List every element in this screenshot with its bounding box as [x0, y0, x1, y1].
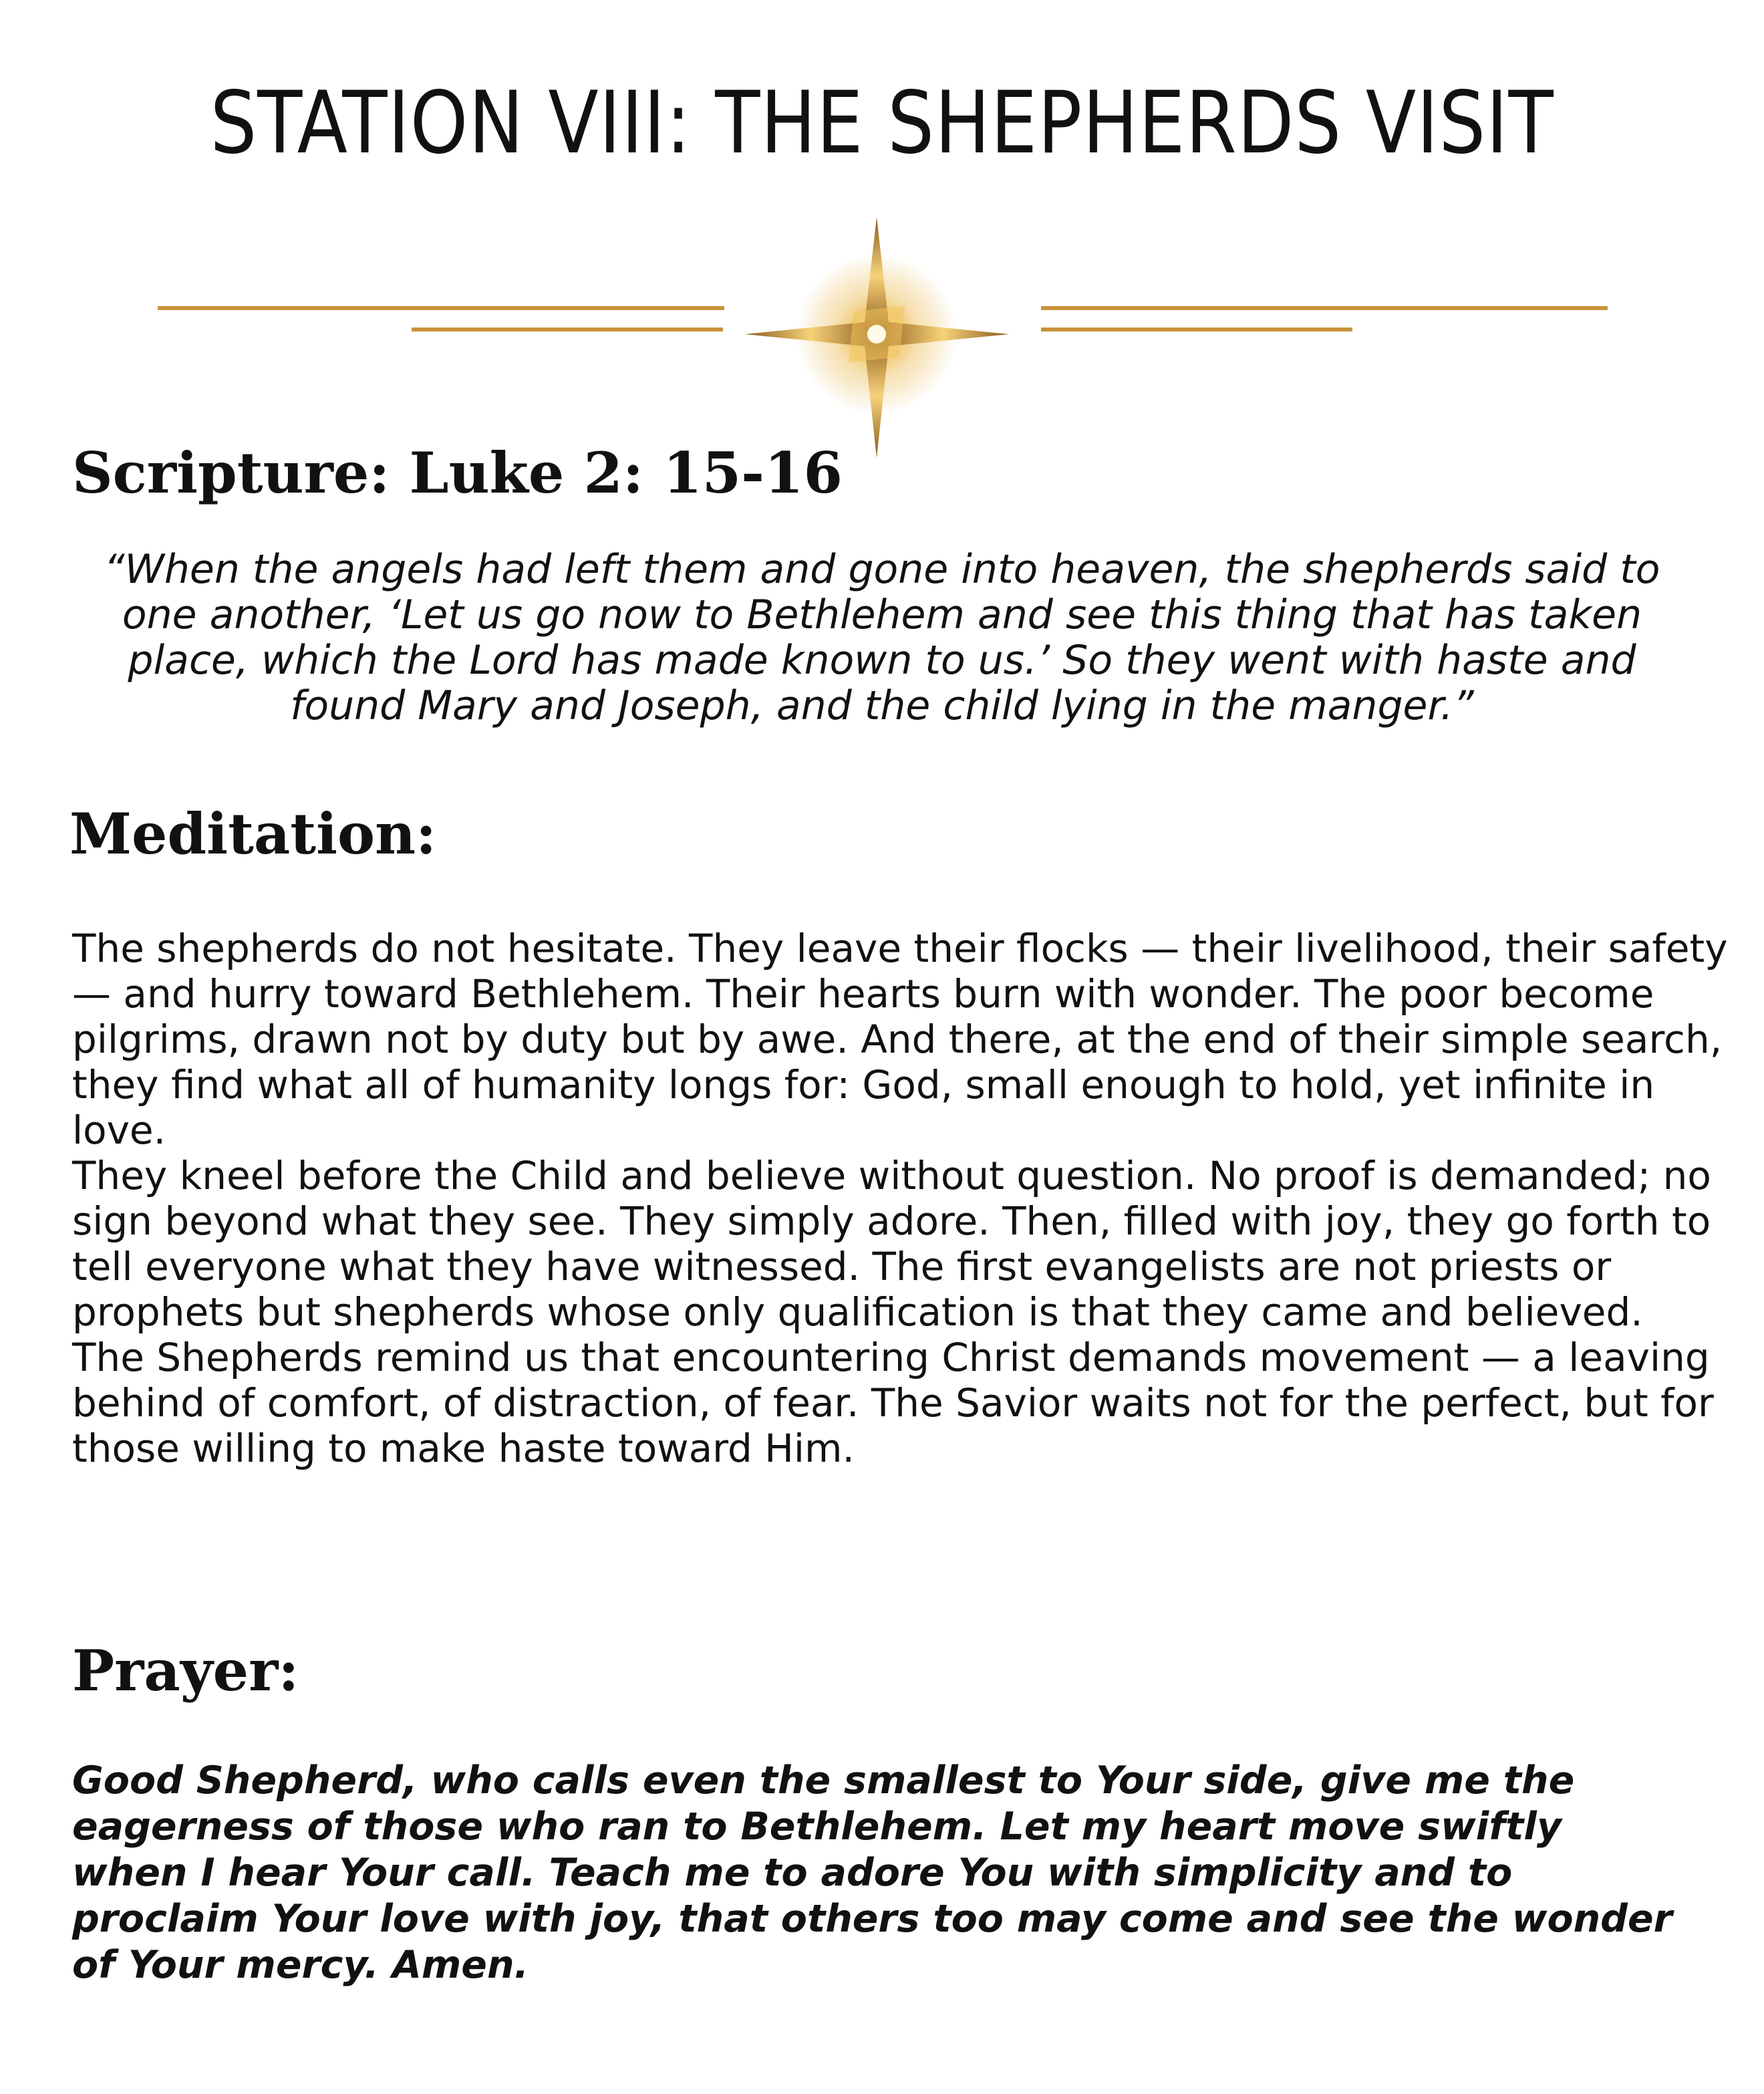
scripture-heading: Scripture: Luke 2: 15-16: [72, 440, 843, 506]
meditation-heading: Meditation:: [69, 801, 437, 867]
meditation-body: [72, 926, 1736, 1471]
meditation-paragraph: The shepherds do not hesitate. They leave their flocks — their livelihood, their safety — and hurry toward Bethlehem. Their hearts burn with wonder. The poor become pilgrims, drawn not by duty but by awe. And there, at the end of their simple search, they find what all of humanity longs for: God, small enough to hold, yet infinite in love.: [72, 926, 1728, 1153]
meditation-paragraph: They kneel before the Child and believe without question. No proof is demanded; no sign beyond what they see. They simply adore. Then, filled with joy, they go forth to tell everyone what they have witnessed. The first evangelists are not priests or prophets but shepherds whose only qualification is that they came and believed.: [72, 1153, 1711, 1335]
prayer-heading: Prayer:: [72, 1638, 299, 1704]
star-icon: [745, 217, 1009, 458]
prayer-text: Good Shepherd, who calls even the smallest to Your side, give me the eagerness of those who ran to Bethlehem. Let my heart move swiftly when I hear Your call. Teach me to adore You with simplicity and to proclaim Your love with joy, that others too may come and see the wonder of Your mercy. Amen.: [72, 1758, 1672, 1987]
divider-lines-right: [1041, 306, 1608, 332]
meditation-paragraph: The Shepherds remind us that encountering Christ demands movement — a leaving behind of comfort, of distraction, of fear. The Savior waits not for the perfect, but for those willing to make haste toward Him.: [72, 1335, 1714, 1471]
star-divider: [0, 214, 1764, 461]
scripture-quote: “When the angels had left them and gone into heaven, the shepherds said to one another, ‘Let us go now to Bethlehem and see this thing that has taken place, which the Lord has made known to us.’ So they went with haste and found Mary and Joseph, and the child lying in the manger.”: [104, 546, 1660, 729]
page-title: STATION VIII: THE SHEPHERDS VISIT: [210, 74, 1554, 173]
divider-lines-left: [158, 306, 724, 332]
